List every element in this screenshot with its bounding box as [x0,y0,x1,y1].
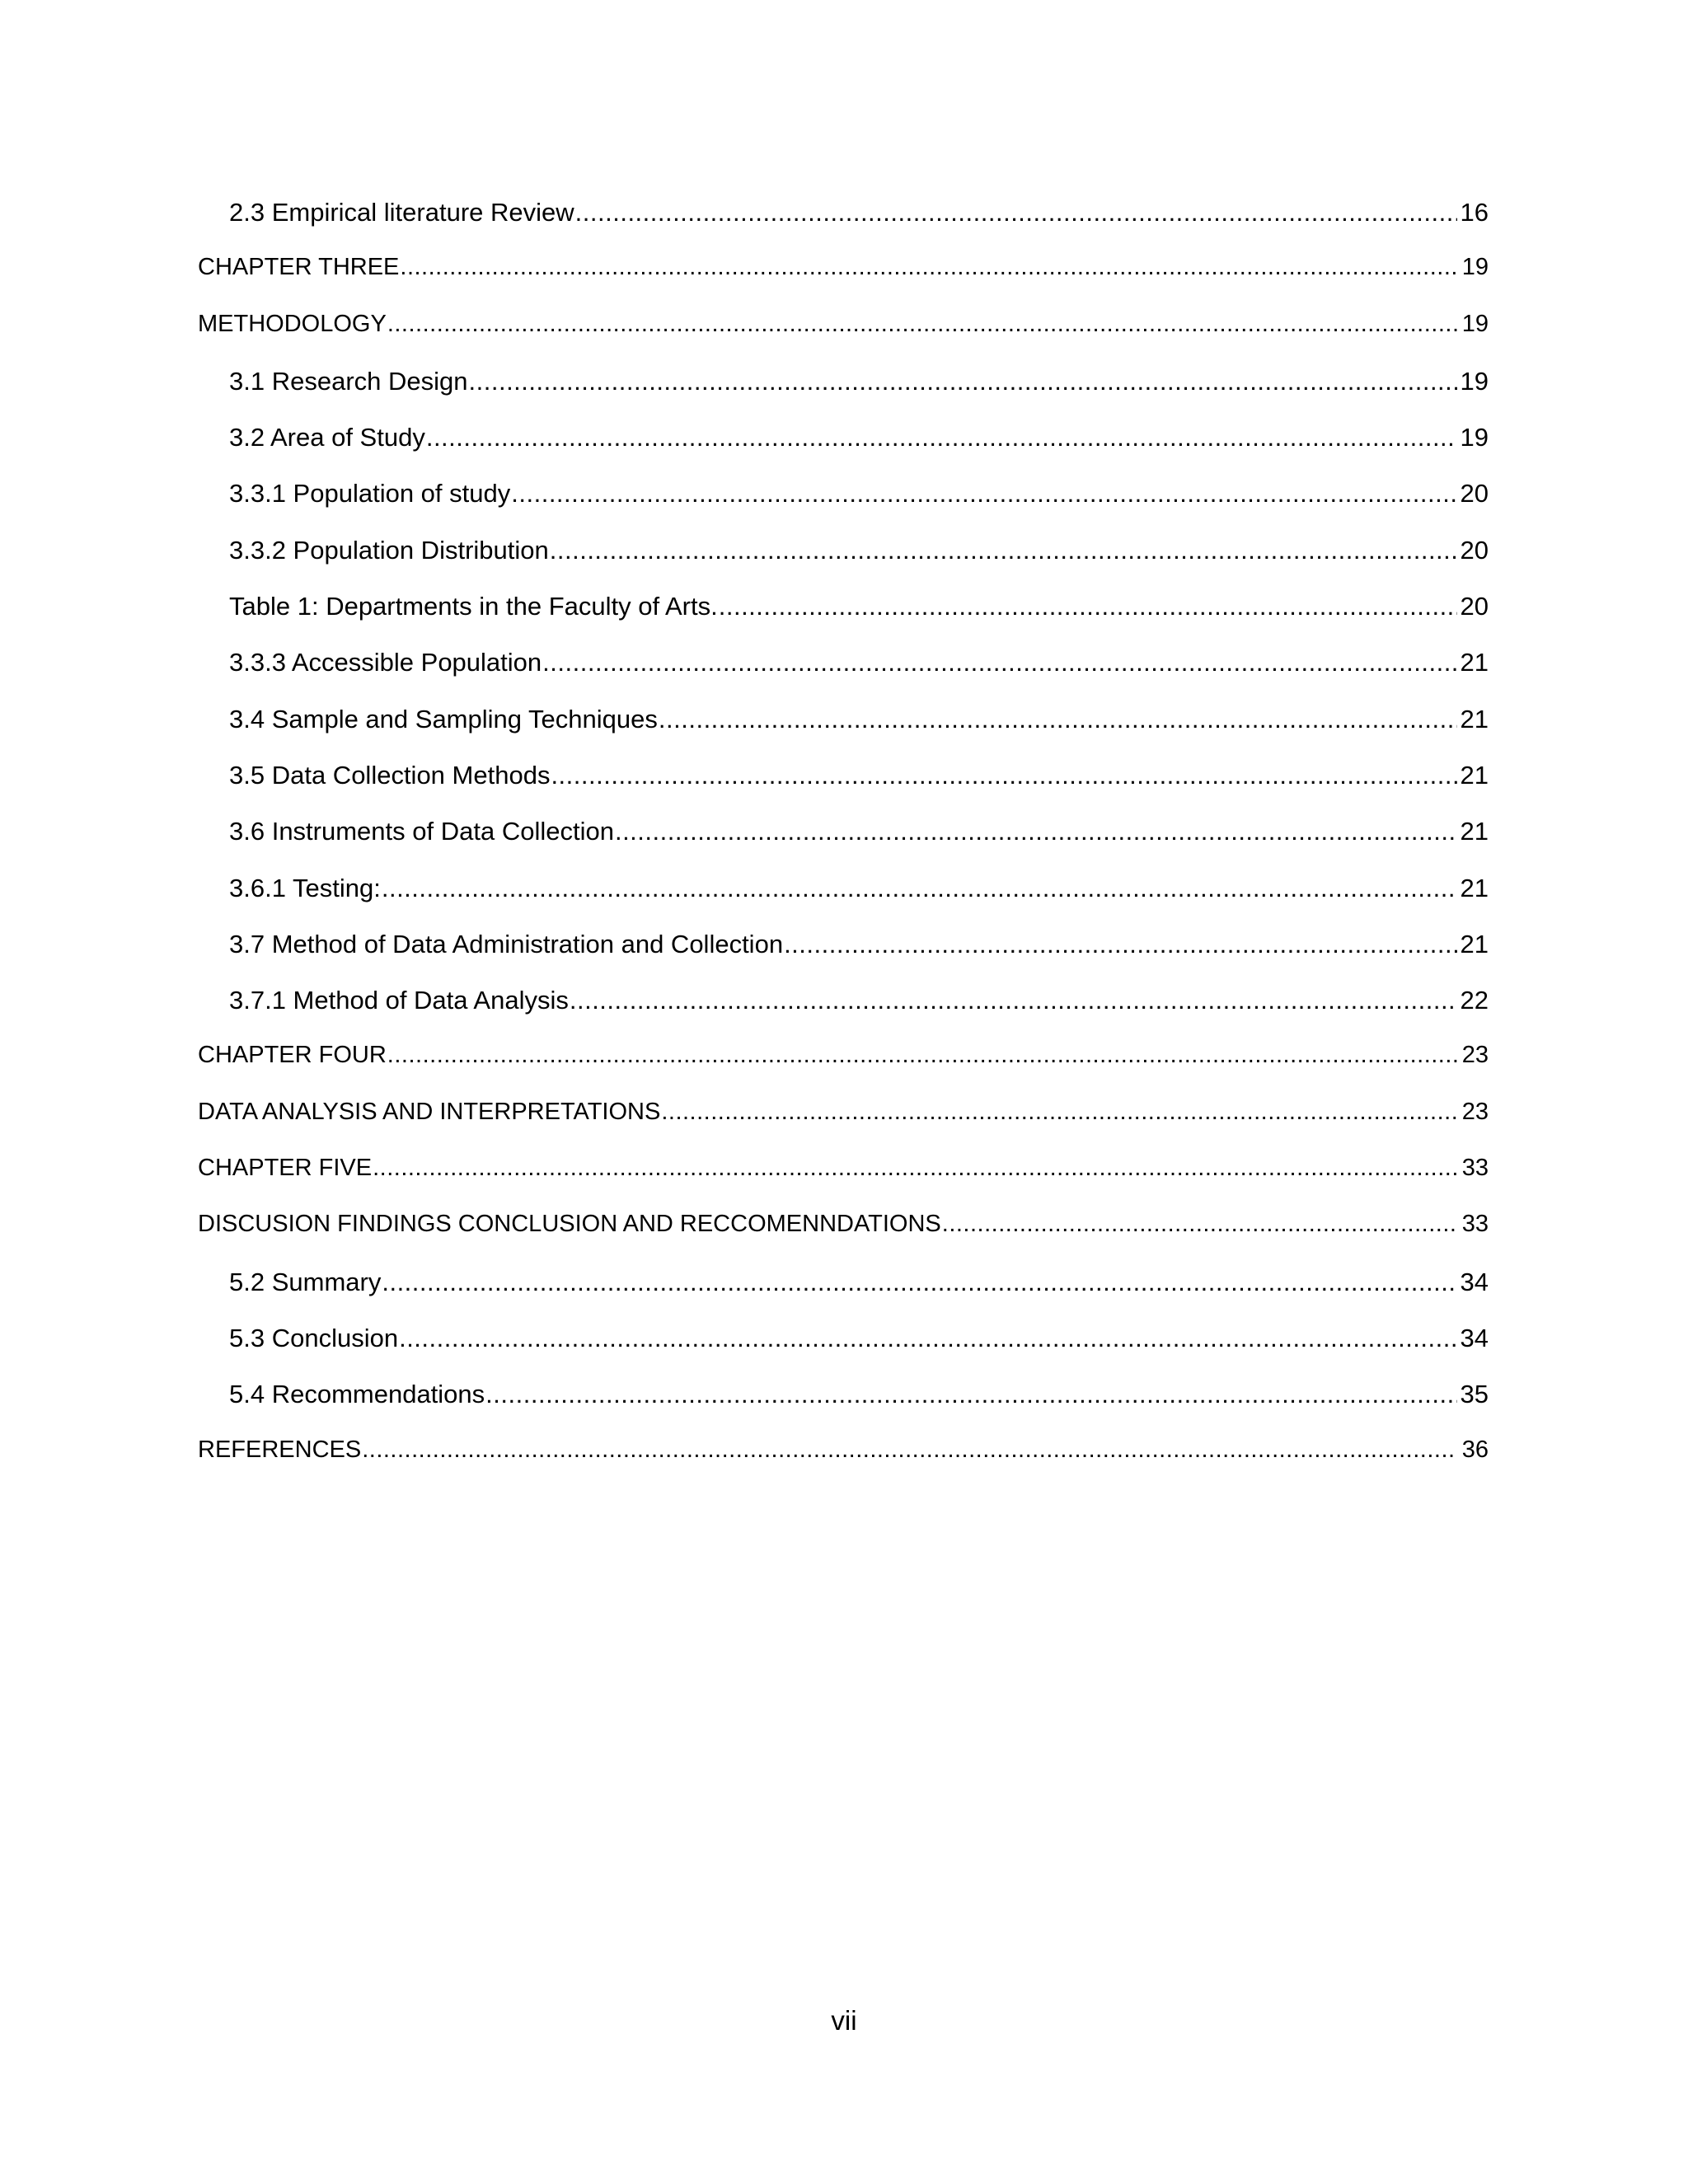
toc-entry[interactable] [198,930,1489,986]
toc-entry[interactable] [198,1211,1489,1267]
toc-entry-title: 3.3.2 Population Distribution [229,535,549,565]
toc-dot-leader [942,1211,1457,1238]
toc-entry-page: 23 [1461,1042,1489,1069]
toc-entry[interactable] [198,1324,1489,1380]
toc-entry[interactable] [198,1042,1489,1098]
toc-entry-page: 21 [1460,760,1489,790]
toc-dot-leader [575,198,1457,227]
toc-entry-page: 21 [1460,648,1489,677]
toc-dot-leader [719,592,1457,621]
toc-entry-title: 5.2 Summary [229,1267,382,1296]
toc-entry-title: 3.3.1 Population of study [229,479,511,509]
toc-entry-title: 5.4 Recommendations [229,1380,485,1409]
toc-entry-page: 21 [1460,873,1489,902]
toc-entry-page: 23 [1461,1098,1489,1125]
toc-dot-leader [550,536,1457,565]
toc-dot-leader [382,874,1457,903]
toc-entry[interactable] [198,817,1489,873]
toc-dot-leader [784,930,1457,959]
toc-entry[interactable] [198,423,1489,479]
toc-entry-page: 22 [1460,986,1489,1015]
toc-entry-page: 21 [1460,817,1489,846]
toc-entry[interactable] [198,1436,1489,1493]
page-number: vii [831,2005,857,2036]
toc-entry-title: 3.4 Sample and Sampling Techniques [229,704,658,733]
toc-entry-title: 3.7.1 Method of Data Analysis [229,986,569,1015]
toc-entry-title: 3.5 Data Collection Methods [229,760,551,790]
toc-entry[interactable] [198,536,1489,592]
toc-entry-title: METHODOLOGY [198,310,387,337]
toc-entry[interactable] [198,1268,1489,1324]
toc-entry-page: 35 [1460,1380,1489,1409]
toc-entry-page: 20 [1460,535,1489,565]
toc-entry-page: 34 [1460,1267,1489,1296]
toc-dot-leader [511,479,1457,509]
toc-entry[interactable] [198,705,1489,761]
toc-dot-leader [570,986,1457,1015]
toc-entry[interactable] [198,1099,1489,1155]
toc-dot-leader [362,1436,1457,1464]
toc-entry-page: 33 [1461,1155,1489,1182]
toc-entry[interactable] [198,592,1489,648]
toc-dot-leader [659,705,1457,734]
toc-entry-title: 3.3.3 Accessible Population [229,648,542,677]
toc-dot-leader [469,367,1458,396]
toc-entry[interactable] [198,311,1489,367]
toc-entry-page: 19 [1461,254,1489,281]
toc-entry-title: 5.3 Conclusion [229,1323,399,1352]
toc-entry-title: 3.2 Area of Study [229,423,425,452]
toc-entry-title: 3.6.1 Testing: [229,873,381,902]
toc-dot-leader [387,311,1457,338]
toc-entry-title: CHAPTER FOUR [198,1042,387,1069]
toc-entry[interactable] [198,367,1489,423]
toc-dot-leader [382,1268,1457,1297]
toc-dot-leader [387,1042,1457,1069]
toc-dot-leader [373,1155,1457,1182]
toc-entry-page: 19 [1460,366,1489,396]
toc-entry[interactable] [198,986,1489,1042]
toc-entry-title: DATA ANALYSIS AND INTERPRETATIONS [198,1098,661,1125]
toc-entry[interactable] [198,648,1489,704]
toc-entry-page: 34 [1460,1323,1489,1352]
table-of-contents [198,198,1489,1493]
toc-entry-page: 33 [1461,1211,1489,1238]
toc-dot-leader [400,254,1457,281]
toc-entry-title: REFERENCES [198,1436,362,1463]
toc-entry-title: 3.7 Method of Data Administration and Collection [229,929,784,958]
toc-entry[interactable] [198,198,1489,254]
toc-dot-leader [661,1099,1457,1126]
toc-dot-leader [551,761,1457,790]
toc-entry-title: CHAPTER THREE [198,254,400,281]
toc-dot-leader [542,648,1457,677]
toc-dot-leader [485,1380,1457,1409]
toc-dot-leader [399,1324,1457,1353]
toc-entry-page: 21 [1460,704,1489,733]
toc-entry-title: 3.1 Research Design [229,366,468,396]
toc-entry-page: 16 [1460,198,1489,227]
toc-entry[interactable] [198,874,1489,930]
toc-entry[interactable] [198,1380,1489,1436]
toc-entry-title: DISCUSION FINDINGS CONCLUSION AND RECCOMENNDATIONS [198,1211,941,1238]
toc-entry-title: 3.6 Instruments of Data Collection [229,817,614,846]
toc-entry-title: 2.3 Empirical literature Review [229,198,574,227]
toc-entry-page: 21 [1460,929,1489,958]
toc-entry-page: 20 [1460,479,1489,509]
toc-entry[interactable] [198,761,1489,817]
toc-entry-page: 19 [1461,310,1489,337]
toc-entry-page: 36 [1461,1436,1489,1463]
toc-entry-page: 19 [1460,423,1489,452]
toc-dot-leader [426,423,1457,452]
toc-entry-page: 20 [1460,592,1489,621]
toc-entry[interactable] [198,254,1489,310]
toc-entry[interactable] [198,479,1489,535]
toc-entry-title: CHAPTER FIVE [198,1155,373,1182]
toc-entry[interactable] [198,1155,1489,1211]
toc-entry-title: Table 1: Departments in the Faculty of Arts. [229,592,718,621]
toc-dot-leader [615,817,1457,846]
